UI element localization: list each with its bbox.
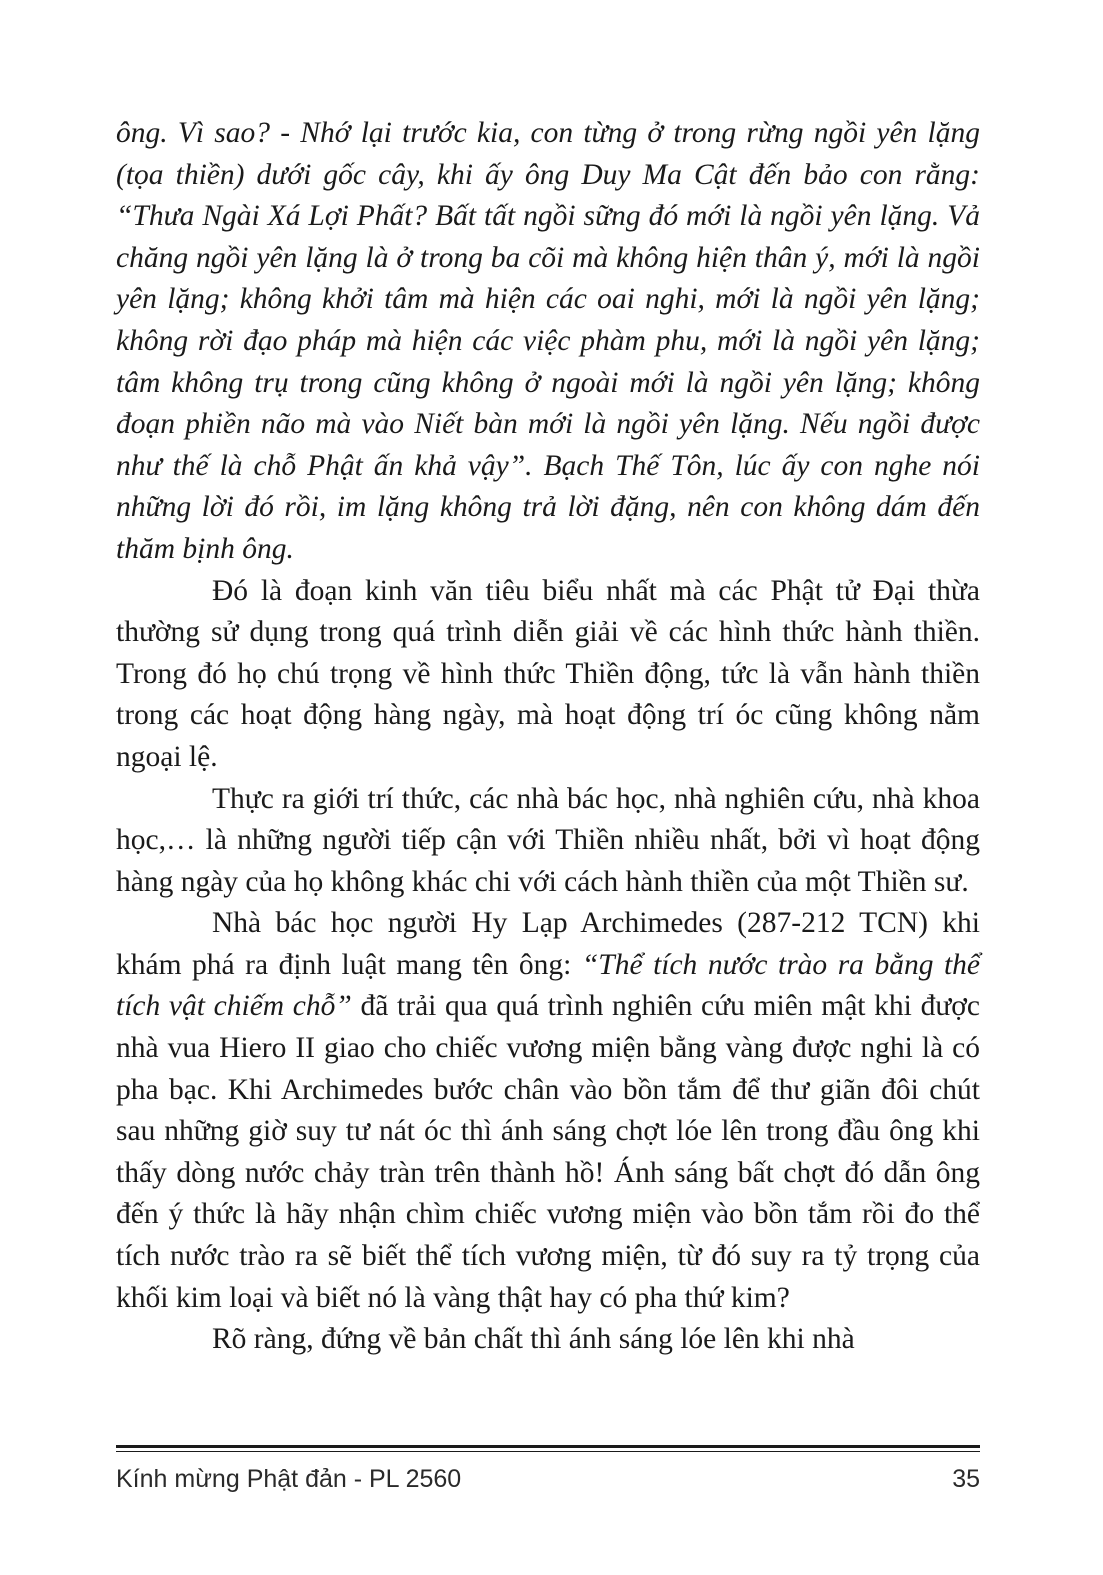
book-page xyxy=(116,0,980,1575)
archimedes-principle-quote: “Thể tích nước trào ra bằng thể tích vật chiếm chỗ” xyxy=(116,948,980,1023)
paragraph-archimedes xyxy=(116,903,980,1319)
archimedes-text-start: Nhà bác học người Hy Lạp Archimedes (287-212 TCN) khi khám phá ra định luật mang tên ông: xyxy=(116,907,980,981)
body-text xyxy=(116,113,980,1361)
paragraph-mahayana: Đó là đoạn kinh văn tiêu biểu nhất mà các Phật tử Đại thừa thường sử dụng trong quá trình diễn giải về các hình thức hành thiền. Trong đó họ chú trọng về hình thức Thiền động, tức là vẫn hành thiền trong các hoạt động hàng ngày, mà hoạt động trí óc cũng không nằm ngoại lệ. xyxy=(116,574,980,773)
paragraph-intellectuals: Thực ra giới trí thức, các nhà bác học, nhà nghiên cứu, nhà khoa học,… là những người tiếp cận với Thiền nhiều nhất, bởi vì hoạt động hàng ngày của họ không khác chi với cách hành thiền của một Thiền sư. xyxy=(116,782,980,898)
footer-title: Kính mừng Phật đản - PL 2560 xyxy=(116,1465,462,1493)
footer-divider-thin xyxy=(116,1451,980,1452)
sutra-quote-paragraph: ông. Vì sao? - Nhớ lại trước kia, con từng ở trong rừng ngồi yên lặng (tọa thiền) dưới gốc cây, khi ấy ông Duy Ma Cật đến bảo con rằng: “Thưa Ngài Xá Lợi Phất? Bất tất ngồi sững đó mới là ngồi yên lặng. Vả chăng ngồi yên lặng là ở trong ba cõi mà không hiện thân ý, mới là ngồi yên lặng; không khởi tâm mà hiện các oai nghi, mới là ngồi yên lặng; không rời đạo pháp mà hiện các việc phàm phu, mới là ngồi yên lặng; tâm không trụ trong cũng không ở ngoài mới là ngồi yên lặng; không đoạn phiền não mà vào Niết bàn mới là ngồi yên lặng. Nếu ngồi được như thế là chỗ Phật ấn khả vậy”. Bạch Thế Tôn, lúc ấy con nghe nói những lời đó rồi, im lặng không trả lời đặng, nên con không dám đến thăm bịnh ông. xyxy=(116,117,980,565)
page-number: 35 xyxy=(952,1465,980,1493)
archimedes-text-rest: đã trải qua quá trình nghiên cứu miên mật khi được nhà vua Hiero II giao cho chiếc vương miện bằng vàng được nghi là có pha bạc. Khi Archimedes bước chân vào bồn tắm để thư giãn đôi chút sau những giờ suy tư nát óc thì ánh sáng chợt lóe lên trong đầu ông khi thấy dòng nước chảy tràn trên thành hồ! Ánh sáng bất chợt đó dẫn ông đến ý thức là hãy nhận chìm chiếc vương miện vào bồn tắm rồi đo thể tích nước trào ra sẽ biết thể tích vương miện, từ đó suy ra tỷ trọng của khối kim loại và biết nó là vàng thật hay có pha thứ kim? xyxy=(116,990,981,1314)
footer-divider xyxy=(116,1445,980,1448)
paragraph-conclusion: Rõ ràng, đứng về bản chất thì ánh sáng lóe lên khi nhà xyxy=(212,1323,855,1356)
